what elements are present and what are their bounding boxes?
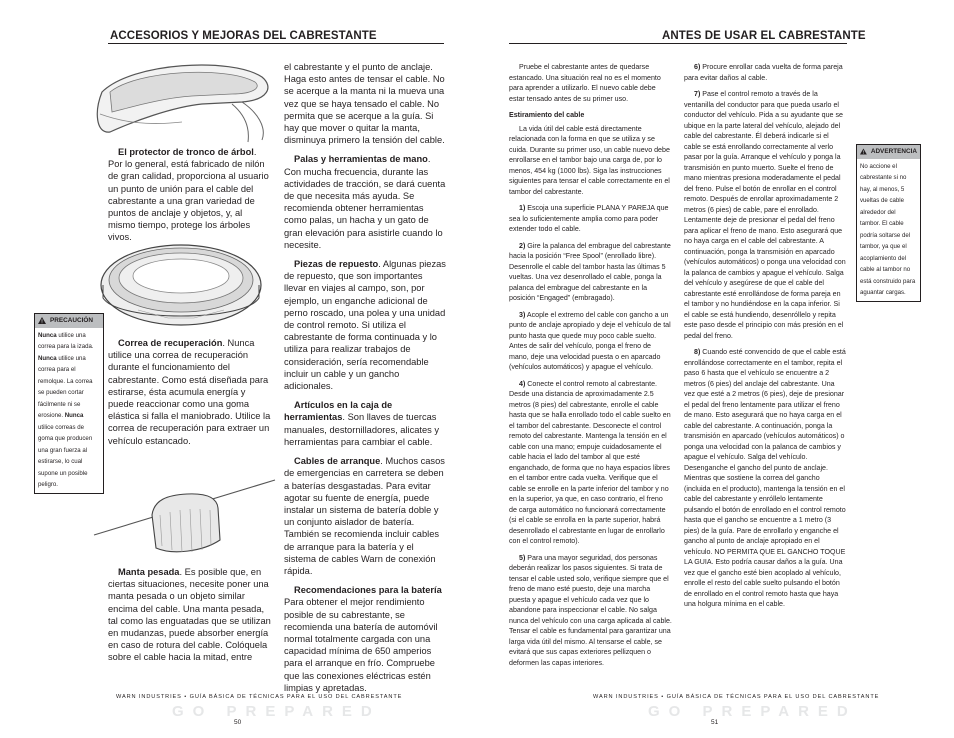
left-footer-text: WARN INDUSTRIES • GUÍA BÁSICA DE TÉCNICAS PARA EL USO DEL CABRESTANTE (116, 694, 403, 700)
left-tagline: GO PREPARED (172, 703, 381, 720)
recovery-strap-illustration (98, 240, 264, 335)
left-page-heading: ACCESORIOS Y MEJORAS DEL CABRESTANTE (110, 30, 377, 42)
step-7-text: Pase el control remoto a través de la ventanilla del conductor para que pueda usarlo el conductor del vehículo. Pida a su ayudante que se ubique en la parte lateral del vehículo, alejado del cable del cabrestante. Él deberá indicarle si el cable se está enrollando correctamente al verlo pasar por la guía. Arranque el vehículo y ponga la transmisión en punto muerto. Suelte el freno de mano mientras presiona moderadamente el pedal del freno. Pulse el botón de enrollar en el control remoto. Después de enrollar aproximadamente 2 metros (6 pies) de cable, pare el enrollado. Lentamente deje de presionar el pedal del freno para aplicar el freno de mano. Esto asegurará que no haya carga en el cable del cabrestante. A continuación, ponga la transmisión en aparcado (vehículos automáticos) o ponga una velocidad con la palanca de cambios y apague el vehículo. Salga del vehículo y asegúrese de que el cable del cabrestante esté enrollándose de forma pareja en el tambor y no hundiéndose en la capa inferior. Si el cable se está hundiendo, desenróllelo y repita este paso desde el principio con más presión en el pedal del freno. (684, 90, 846, 340)
step-3-number: 3) (519, 310, 526, 319)
caution-label: PRECAUCIÓN (50, 317, 93, 324)
warning-box (856, 144, 921, 302)
toolbox-title: Artículos en la caja de herramientas (284, 400, 393, 423)
step-7-number: 7) (694, 90, 701, 98)
spare-parts-title: Piezas de repuesto (294, 259, 379, 270)
step-1-number: 1) (519, 204, 526, 212)
battery-text: Para obtener el mejor rendimiento posible de su cabrestante, se recomienda una batería de automóvil normal totalmente cargada con una capacidad mínima de 650 amperios para el arranque en frío. Compruebe que las conexiones eléctricas estén limpias y apretadas. (284, 597, 438, 693)
step-3-text: Acople el extremo del cable con gancho a un punto de anclaje apropiado y deje el vehículo de tal punto hasta que quede muy poco cable suelto. Antes de salir del vehículo, ponga el freno de mano, deje una velocidad puesta o en aparcado (vehículos automáticos) y apague el vehículo. (509, 310, 671, 371)
cable-stretch-subhead: Estiramiento del cable (509, 111, 585, 119)
right-column-2 (684, 62, 847, 610)
intro-text: Pruebe el cabrestante antes de quedarse estancado. Una situación real no es el momento para aprender a utilizarlo. El nuevo cable debe estar tensado antes de su primer uso. (509, 63, 661, 103)
caution-never-1: Nunca (38, 331, 57, 339)
shovels-title: Palas y herramientas de mano (294, 154, 428, 165)
step-2-text: Gire la palanca del embrague del cabrestante hacia la posición “Free Spool” (enrollado libre). Desenrolle el cable del tambor hasta las últimas 5 vueltas. Una vez desenrollado el cable, ponga la palanca del embrague del cabrestante en la posición “Engaged” (embragado). (509, 241, 671, 302)
warning-triangle-icon (38, 317, 46, 324)
caution-box (34, 313, 104, 494)
tree-protector-text: . Por lo general, está fabricado de nilón de gran calidad, proporciona al usuario un punto de unión para el cable del cabrestante a una gran variedad de puntos de anclaje y objetos, y, al mismo tiempo, protege los árboles vivos. (108, 147, 269, 243)
caution-never-2: Nunca (38, 354, 57, 362)
step-1-text: Escoja una superficie PLANA Y PAREJA que sea lo suficientemente amplia como para poder extender todo el cable. (509, 204, 669, 233)
caution-text-3: utilice correas de goma que producen una gran fuerza al estirarse, lo cual supone un posible peligro. (38, 423, 93, 488)
step-5-text: Para una mayor seguridad, dos personas deberán realizar los pasos siguientes. Si trata de tensar el cable usted solo, verifique siempre que el freno de mano esté puesto, deje una marcha puesta y apague el vehículo cada vez que lo abandone para inspeccionar el cable. No salga nunca del vehículo con una carga aplicada al cable. Tensar el cable es fundamental para garantizar una larga vida útil del mismo. Al tensarse el cable, se evitará que sus capas exteriores pellizquen o deformen las capas interiores. (509, 553, 672, 667)
heavy-blanket-section (108, 566, 276, 671)
right-tagline: GO PREPARED (648, 703, 857, 720)
step-4-text: Conecte el control remoto al cabrestante. Desde una distancia de aproximadamente 2.5 metros (8 pies) del cabrestante, enrolle el cable hasta que se halla enrollado todo el cable suelto en el tambor del cabrestante. Desconecte el control remoto del cabrestante. Mantenga la tensión en el cable con una mano; empuje cuidadosamente el cable hacia el lado del tambor al que esté enganchado, de forma que no haya espacios libres en el tambor entre cada vuelta. Verifique que el cable se enrolle en la parte inferior del tambor y no en la superior, ya que, en caso contrario, el freno de carga automático no funcionará correctamente (si el cable se enrolla en la parte superior, habrá desenrollado el cabrestante en lugar de enrollarlo con el control remoto). (509, 379, 671, 545)
right-column-1 (509, 62, 672, 668)
warning-header (857, 145, 920, 159)
toolbox-text: . Son llaves de tuercas manuales, destornilladores, alicates y herramientas para cambiar el cable. (284, 412, 440, 447)
left-heading-rule (108, 43, 444, 44)
tree-trunk-protector-illustration (92, 52, 277, 147)
right-footer-text: WARN INDUSTRIES • GUÍA BÁSICA DE TÉCNICAS PARA EL USO DEL CABRESTANTE (593, 694, 880, 700)
caution-never-3: Nunca (64, 412, 84, 419)
jumper-cables-text: . Muchos casos de emergencias en carretera se deben a baterías desgastadas. Para evitar agotar su fuente de energía, puede instalar un sistema de batería doble y un conjunto aislador de batería. También se recomienda incluir cables de arranque para la batería y el sistema de cables Warn de conexión rápida. (284, 456, 445, 576)
caution-text (35, 328, 103, 493)
step-2-number: 2) (519, 241, 526, 250)
heavy-blanket-text: . Es posible que, en ciertas situaciones, necesite poner una manta pesada o un objeto similar encima del cable. Una manta pesada, tal como las enguatadas que se utilizan en mudanzas, puede absorber energía en caso de rotura del cable. Colóquela sobre el cable hacia la mitad, entre (108, 567, 271, 663)
right-page-number: 51 (711, 719, 719, 726)
recovery-strap-text: . Nunca utilice una correa de recuperación durante el funcionamiento del cabrestante. Como está diseñada para estirarse, ésta acumula energía y puede reaccionar como una goma elástica si falla el maniobrado. Utilice la correa de recuperación para extraer un vehículo estancado. (108, 338, 271, 446)
warning-triangle-icon (860, 148, 867, 155)
left-column-2 (284, 61, 446, 694)
spare-parts-text: . Algunas piezas de repuesto, que son importantes llevar en viajes al campo, son, por ejemplo, un enganche adicional de perno roscado, una polea y una unidad de control remoto. Si utiliza el cabrestante de forma continuada y lo utiliza para realizar trabajos de consideración, sería recomendable incluir un cable y un gancho adicionales. (284, 259, 446, 392)
left-page-number: 50 (234, 719, 242, 726)
step-4-number: 4) (519, 379, 526, 388)
battery-title: Recomendaciones para la batería (294, 585, 442, 596)
step-8-text: Cuando esté convencido de que el cable está enrollándose correctamente en el tambor, repita el paso 6 hasta que el vehículo se encuentre a 2 metros (6 pies) del anclaje del cabrestante. Una vez que esté a 2 metros (6 pies), deje de presionar el pedal del freno lentamente para utilizar el freno de mano. Esto asegurará que no haya carga en el cable del cabrestante. A continuación, ponga la transmisión en aparcado (vehículos automáticos) o ponga una velocidad con la palanca de cambios y apague el vehículo. Salga del vehículo. Desenganche el gancho del punto de anclaje. Mientras que sostiene la correa del gancho (incluida en el producto), mantenga la tensión en el cable del cabrestante y enróllelo lentamente pulsando el botón de enrollado en el control remoto hasta que el gancho se encuentre a 1 metro (3 pies) de la guía. Pare de enrollarlo y enganche el gancho al punto de anclaje apropiado en el vehículo. NO PERMITA QUE EL GANCHO TOQUE LA GUIA. Esto podría causar daños a la guía. Una vez que el gancho esté bien acoplado al vehículo, enrolle el resto del cable suelto pulsando el botón de enrollado en el control remoto hasta que haya una holgura mínima en el cable. (684, 348, 846, 608)
right-heading-rule (509, 43, 847, 44)
recovery-strap-title: Correa de recuperación (118, 338, 223, 348)
caution-text-1: utilice una correa para la izada. (38, 331, 94, 350)
step-8-number: 8) (694, 348, 701, 356)
caution-text-2: utilice una correa para el remolque. La correa se pueden cortar fácilmente ni se erosione. (38, 354, 93, 419)
warning-text: No accione el cabrestante si no hay, al menos, 5 vueltas de cable alrededor del tambor. El cable podría soltarse del tambor, ya que el acoplamiento del cable al tambor no está construido para aguantar cargas. (860, 162, 916, 296)
cable-life-text: La vida útil del cable está directamente relacionada con la forma en que se utiliza y se cuida. Durante su primer uso, un cable nuevo debe enrollarse en el tambor bajo una carga de, por lo menos, 454 kg (1000 lbs). Siga las instrucciones siguientes para tensar el cable correctamente en el tambor del cabrestante. (509, 124, 670, 196)
tree-protector-title: El protector de tronco de árbol (118, 147, 254, 157)
tree-protector-section (108, 146, 271, 251)
jumper-cables-title: Cables de arranque (294, 456, 381, 467)
blanket-continued-text: el cabrestante y el punto de anclaje. Haga esto antes de tensar el cable. No se acerque a la manta ni la mueva una vez que se haya tensado el cable. No permita que se acerque a la guía. Si hay que mover o quitar la manta, disminuya primero la tensión del cable. (284, 62, 445, 146)
caution-header (35, 314, 103, 328)
step-6-number: 6) (694, 63, 701, 71)
blanket-on-cable-illustration (92, 460, 277, 560)
right-page-heading: ANTES DE USAR EL CABRESTANTE (662, 30, 866, 42)
warning-label: ADVERTENCIA (870, 148, 917, 155)
heavy-blanket-title: Manta pesada (118, 567, 180, 577)
shovels-text: . Con mucha frecuencia, durante las actividades de tracción, se dará cuenta de que necesita más ayuda. Se recomienda obtener herramientas como palas, un hacha y un gato de gran elevación para asistirle cuando lo necesite. (284, 154, 446, 250)
step-5-number: 5) (519, 553, 526, 562)
step-6-text: Procure enrollar cada vuelta de forma pareja para evitar daños al cable. (684, 63, 843, 82)
recovery-strap-section (108, 337, 271, 454)
